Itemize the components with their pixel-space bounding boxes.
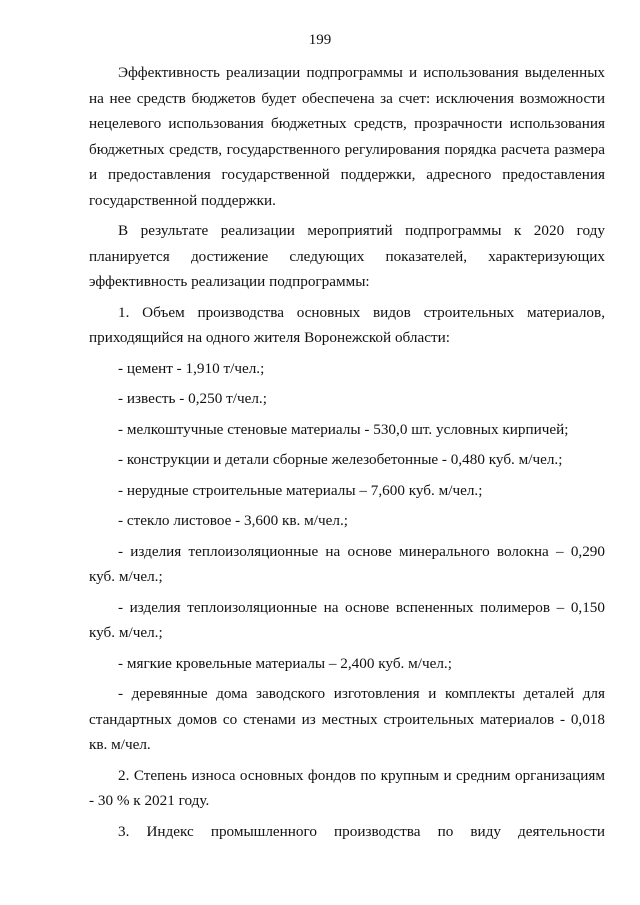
list-item-nonmetallic-materials: - нерудные строительные материалы – 7,600 куб. м/чел.; — [118, 481, 483, 499]
list-item-wall-materials: - мелкоштучные стеновые материалы - 530,0 шт. условных кирпичей; — [118, 420, 569, 438]
page-number: 199 — [308, 32, 332, 48]
list-item-lime: - известь - 0,250 т/чел.; — [118, 390, 267, 407]
paragraph-efficiency: Эффективность реализации подпрограммы и использования выделенных на нее средств бюджетов будет обеспечена за счет: исключения возможности нецелевого использования бюджетных средств, прозрачности использования бюджетных средств, государственного регулирования порядка расчета размера и предоставления государственной поддержки, адресного предоставления государственной поддержки. — [89, 64, 605, 209]
list-item-depreciation: 2. Степень износа основных фондов по крупным и средним организациям - 30 % к 2021 году. — [89, 766, 605, 809]
list-item-wooden-houses: - деревянные дома заводского изготовления и комплекты деталей для стандартных домов со стенами из местных строительных материалов - 0,018 кв. м/чел. — [89, 685, 605, 753]
list-item-concrete-structures: - конструкции и детали сборные железобетонные - 0,480 куб. м/чел.; — [118, 451, 563, 468]
list-item-production-volume: 1. Объем производства основных видов строительных материалов, приходящийся на одного жителя Воронежской области: — [89, 303, 605, 346]
list-item-roofing-materials: - мягкие кровельные материалы – 2,400 куб. м/чел.; — [118, 654, 452, 672]
list-item-production-index: 3. Индекс промышленного производства по виду деятельности — [118, 822, 605, 840]
paragraph-results-intro: В результате реализации мероприятий подпрограммы к 2020 году планируется достижение следующих показателей, характеризующих эффективность реализации подпрограммы: — [89, 222, 605, 290]
document-body — [89, 60, 605, 849]
list-item-cement: - цемент - 1,910 т/чел.; — [118, 359, 265, 377]
list-item-mineral-insulation: - изделия теплоизоляционные на основе минерального волокна – 0,290 куб. м/чел.; — [89, 542, 605, 585]
list-item-sheet-glass: - стекло листовое - 3,600 кв. м/чел.; — [118, 512, 348, 529]
list-item-polymer-insulation: - изделия теплоизоляционные на основе вспененных полимеров – 0,150 куб. м/чел.; — [89, 598, 605, 641]
